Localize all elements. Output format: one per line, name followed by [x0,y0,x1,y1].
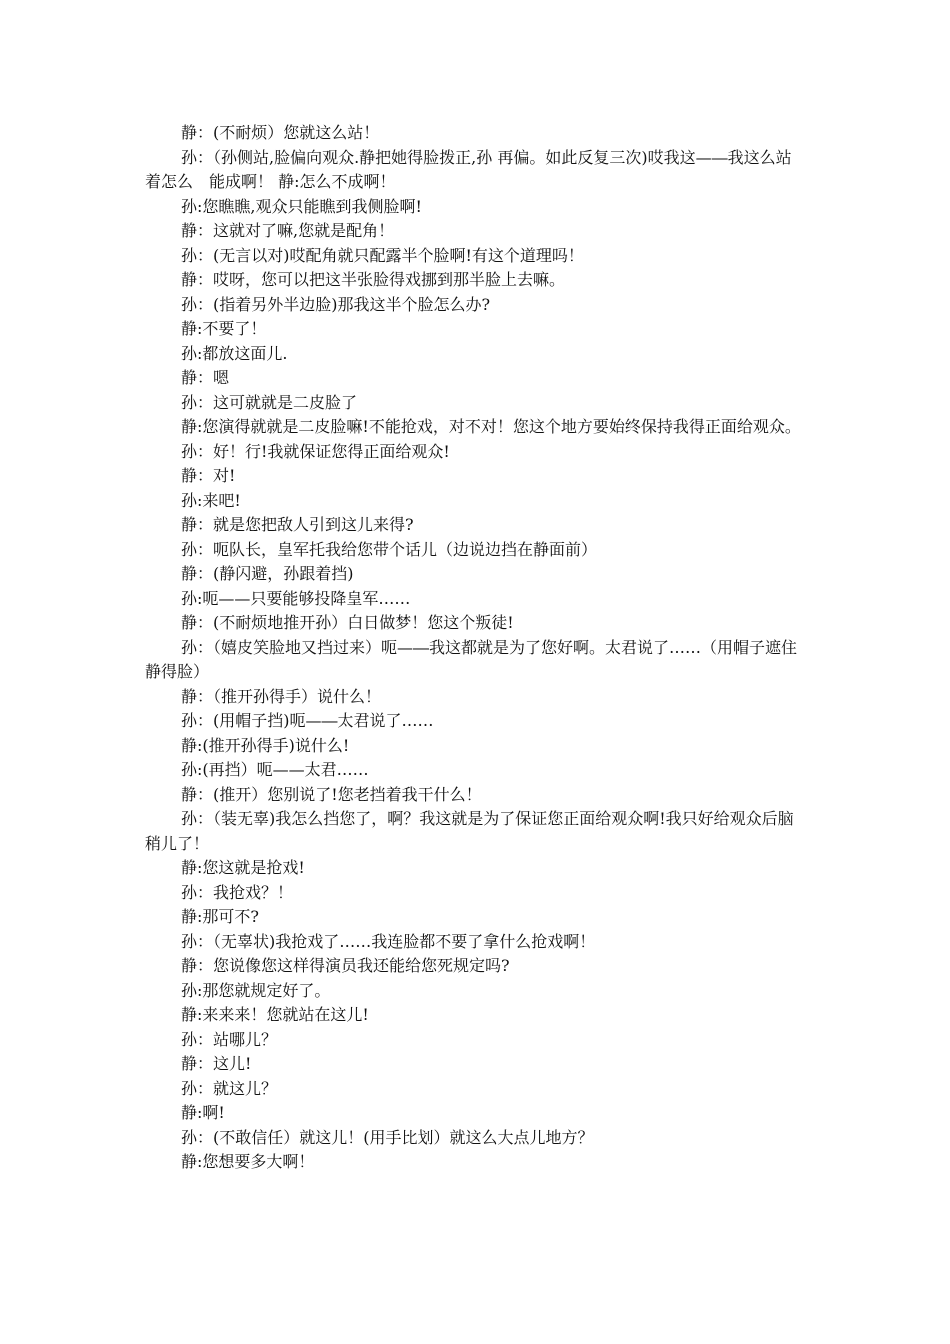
dialogue-line: 孙：(无言以对)哎配角就只配露半个脸啊!有这个道理吗！ [181,245,584,265]
dialogue-line: 孙：（孙侧站,脸偏向观众.静把她得脸拨正,孙 再偏。如此反复三次)哎我这—―我这么站着怎么 能成啊！ 静:怎么不成啊！ [145,147,792,191]
dialogue-line: 静：您说像您这样得演员我还能给您死规定吗? [181,956,510,975]
dialogue-line: 静:您演得就就是二皮脸嘛!不能抢戏，对不对！您这个地方要始终保持我得正面给观众。 [181,417,801,436]
dialogue-line: 孙：（嬉皮笑脸地又挡过来）呃—―我这都就是为了您好啊。太君说了……（用帽子遮住静得脸） [145,637,798,681]
dialogue-line: 孙:(再挡）呃——太君…… [181,760,369,779]
dialogue-line: 孙：我抢戏？！ [181,882,294,902]
dialogue-line: 孙：就这儿？ [181,1078,278,1098]
dialogue-line: 孙:那您就规定好了。 [181,980,331,1000]
dialogue-line: 静:不要了！ [181,319,267,338]
dialogue-line: 孙：(不敢信任）就这儿！(用手比划）就这么大点儿地方？ [181,1127,594,1147]
dialogue-line: 孙:来吧! [181,490,241,510]
dialogue-line: 静:啊! [181,1103,225,1122]
dialogue-line: 孙：(用帽子挡)呃—―太君说了…… [181,711,434,730]
dialogue-line: 孙:都放这面儿. [181,343,288,363]
dialogue-script [145,121,805,1175]
dialogue-line: 静：嗯 [181,368,230,387]
dialogue-line: 静：(静闪避，孙跟着挡) [181,564,354,583]
dialogue-line: 孙：（无辜状)我抢戏了……我连脸都不要了拿什么抢戏啊！ [181,931,596,951]
dialogue-line: 静:您这就是抢戏! [181,858,305,877]
dialogue-line: 孙：呃队长，皇军托我给您带个话儿（边说边挡在静面前） [181,539,598,559]
dialogue-line: 孙：(指着另外半边脸)那我这半个脸怎么办? [181,294,491,314]
dialogue-line: 静：对! [181,466,236,485]
dialogue-line: 静:您想要多大啊！ [181,1152,315,1171]
dialogue-line: 静:那可不? [181,907,259,926]
dialogue-line: 孙：这可就就是二皮脸了 [181,392,358,412]
dialogue-line: 孙：站哪儿？ [181,1029,278,1049]
dialogue-line: 静：这就对了嘛,您就是配角！ [181,221,395,240]
dialogue-line: 静：(推开）您别说了!您老挡着我干什么！ [181,784,482,804]
dialogue-line: 静：哎呀，您可以把这半张脸得戏挪到那半脸上去嘛。 [181,270,566,289]
dialogue-line: 孙:呃——只要能够投降皇军…… [181,588,411,608]
dialogue-line: 孙：（装无辜)我怎么挡您了，啊？我这就是为了保证您正面给观众啊!我只好给观众后脑稍儿了！ [145,809,794,853]
dialogue-line: 孙:您瞧瞧,观众只能瞧到我侧脸啊! [181,196,422,216]
dialogue-line: 静:来来来！您就站在这儿! [181,1005,369,1024]
dialogue-line: 静：这儿! [181,1054,252,1073]
dialogue-line: 静:(推开孙得手)说什么! [181,735,350,755]
dialogue-line: 静：(不耐烦）您就这么站！ [181,123,380,142]
dialogue-line: 静：(不耐烦地推开孙）白日做梦！您这个叛徒! [181,613,514,632]
dialogue-line: 静：就是您把敌人引到这儿来得? [181,515,414,534]
dialogue-line: 孙：好！行!我就保证您得正面给观众! [181,441,450,461]
dialogue-line: 静：（推开孙得手）说什么！ [181,686,382,706]
